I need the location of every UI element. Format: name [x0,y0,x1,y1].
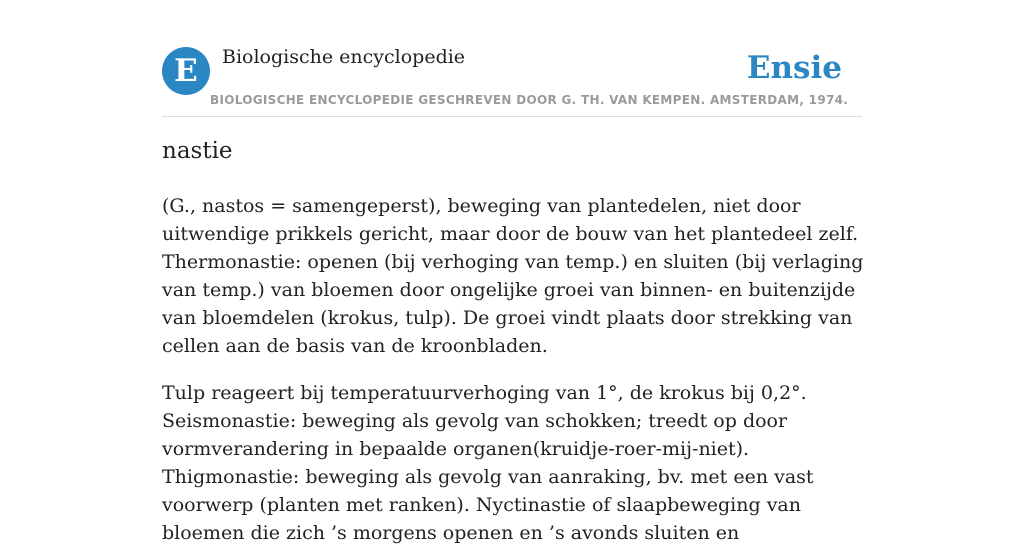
logo-icon[interactable]: E [162,47,210,95]
site-title-link[interactable]: Biologische encyclopedie [222,46,466,68]
entry-title: nastie [162,138,233,164]
brand-logo-link[interactable]: Ensie [746,50,842,86]
entry-paragraph-1: (G., nastos = samengeperst), beweging van plantedelen, niet door uitwendige prikkels gericht, maar door de bouw van het plantedeel zelf. Thermonastie: openen (bij verhoging van temp.) en sluiten (bij verlaging van temp.) van bloemen door ongelijke groei van binnen- en buitenzijde van bloemdelen (krokus, tulp). De groei vindt plaats door strekking van cellen aan de basis van de kroonbladen. [162,195,864,357]
site-header [162,0,862,117]
entry-paragraph-2: Tulp reageert bij temperatuurverhoging van 1°, de krokus bij 0,2°. Seismonastie: beweging als gevolg van schokken; treedt op door vormverandering in bepaalde organen(kruidje-roer-mij-niet). Thigmonastie: beweging als gevolg van aanraking, bv. met een vast voorwerp (planten met ranken). Nyctinastie of slaapbeweging van bloemen die zich ’s morgens openen en ’s avonds sluiten en [162,382,814,544]
page [162,0,864,544]
encyclopedia-subtitle: BIOLOGISCHE ENCYCLOPEDIE GESCHREVEN DOOR G. TH. VAN KEMPEN. AMSTERDAM, 1974. [210,93,849,107]
